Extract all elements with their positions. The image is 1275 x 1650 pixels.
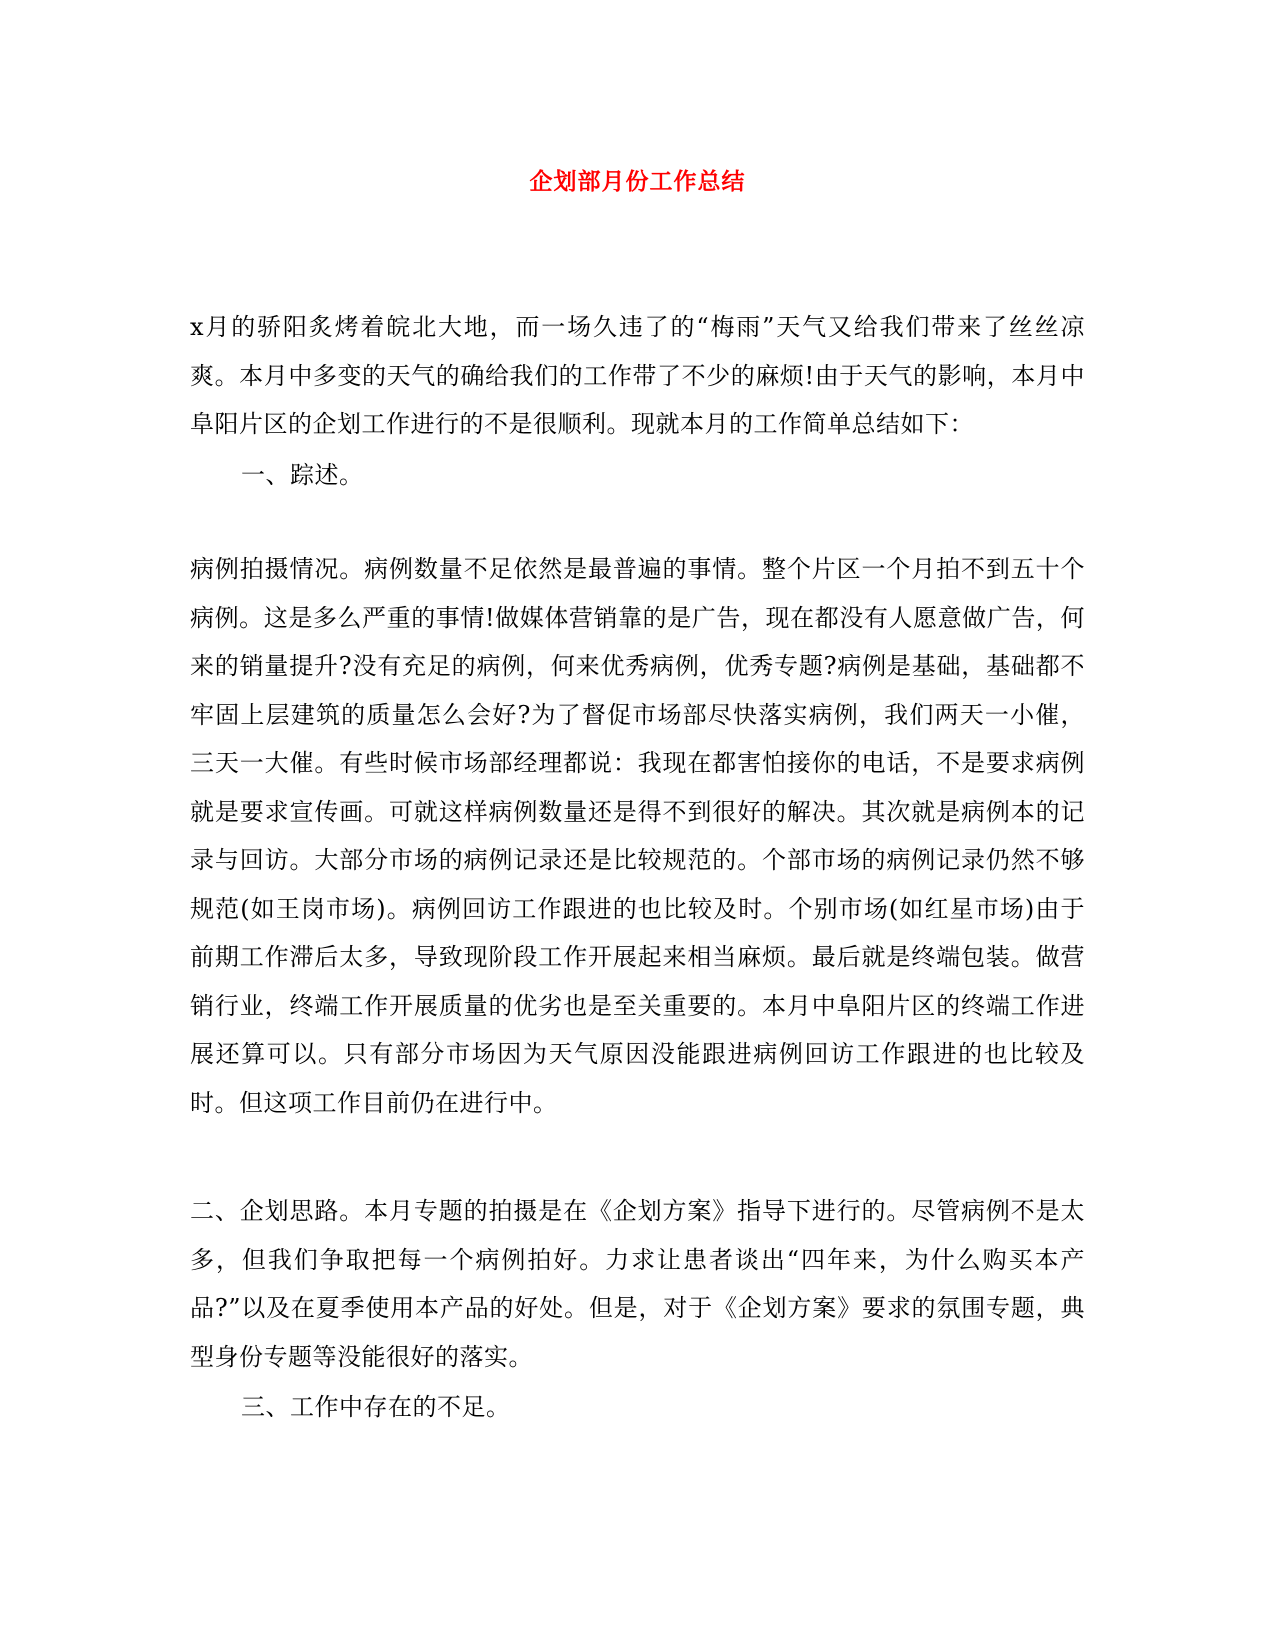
intro-paragraph: x月的骄阳炙烤着皖北大地，而一场久违了的“梅雨”天气又给我们带来了丝丝凉爽。本月中多变的天气的确给我们的工作带了不少的麻烦!由于天气的影响，本月中阜阳片区的企划工作进行的不是很顺利。现就本月的工作简单总结如下： (190, 313, 1085, 438)
document-title: 企划部月份工作总结 (529, 169, 746, 195)
section-2-body: 二、企划思路。本月专题的拍摄是在《企划方案》指导下进行的。尽管病例不是太多，但我们争取把每一个病例拍好。力求让患者谈出“四年来，为什么购买本产品?”以及在夏季使用本产品的好处。但是，对于《企划方案》要求的氛围专题，典型身份专题等没能很好的落实。 (190, 1197, 1085, 1371)
section-1-body: 病例拍摄情况。病例数量不足依然是最普遍的事情。整个片区一个月拍不到五十个病例。这是多么严重的事情!做媒体营销靠的是广告，现在都没有人愿意做广告，何来的销量提升?没有充足的病例，何来优秀病例，优秀专题?病例是基础，基础都不牢固上层建筑的质量怎么会好?为了督促市场部尽快落实病例，我们两天一小催，三天一大催。有些时候市场部经理都说：我现在都害怕接你的电话，不是要求病例就是要求宣传画。可就这样病例数量还是得不到很好的解决。其次就是病例本的记录与回访。大部分市场的病例记录还是比较规范的。个部市场的病例记录仍然不够规范(如王岗市场)。病例回访工作跟进的也比较及时。个别市场(如红星市场)由于前期工作滞后太多，导致现阶段工作开展起来相当麻烦。最后就是终端包装。做营销行业，终端工作开展质量的优劣也是至关重要的。本月中阜阳片区的终端工作进展还算可以。只有部分市场因为天气原因没能跟进病例回访工作跟进的也比较及时。但这项工作目前仍在进行中。 (190, 555, 1085, 1117)
section-3-heading: 三、工作中存在的不足。 (241, 1393, 511, 1421)
section-1-heading: 一、踪述。 (241, 461, 364, 489)
